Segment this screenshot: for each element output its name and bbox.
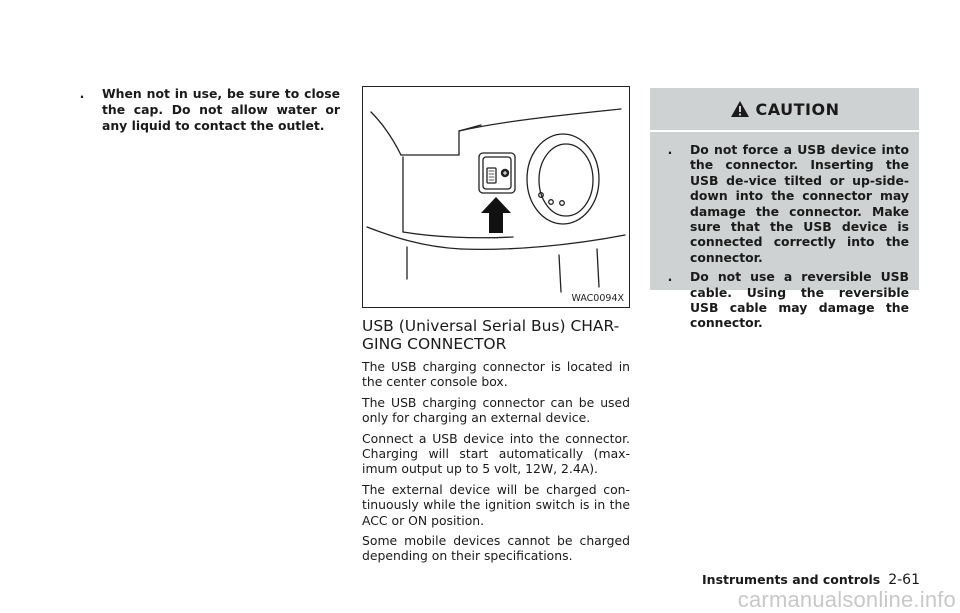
paragraph: Some mobile devices cannot be charged depending on their specifications. — [362, 533, 630, 564]
left-bullet-list — [72, 86, 340, 134]
warning-triangle-icon — [730, 100, 750, 118]
watermark: carmanualsonline.info — [737, 587, 956, 612]
list-item — [660, 142, 909, 265]
bullet-dot: . — [667, 269, 673, 285]
paragraph: Connect a USB device into the connector. Charging will start automatically (max-imum output up to 5 volt, 12W, 2.4A). — [362, 430, 630, 477]
bullet-text: When not in use, be sure to close the cap. Do not allow water or any liquid to contact the outlet. — [102, 86, 340, 133]
list-item — [660, 269, 909, 331]
list-item — [72, 86, 340, 134]
console-drawing — [363, 87, 629, 307]
caution-box — [650, 88, 919, 331]
paragraph: The USB charging connector can be used only for charging an external device. — [362, 394, 630, 426]
bullet-dot: . — [667, 142, 673, 157]
middle-column — [362, 86, 630, 569]
section-heading: USB (Universal Serial Bus) CHAR-GING CONNECTOR — [362, 317, 620, 353]
page-number: 2-61 — [888, 572, 920, 588]
figure-code: WAC0094X — [571, 293, 624, 304]
bullet-text: Do not use a reversible USB cable. Using the reversible USB cable may damage the connector. — [690, 269, 909, 331]
caution-header — [650, 88, 919, 132]
footer-section: Instruments and controls — [702, 572, 881, 587]
page-footer — [702, 572, 920, 588]
paragraph: The external device will be charged con-tinuously while the ignition switch is in the ACC or ON position. — [362, 481, 630, 528]
bullet-dot: . — [79, 86, 85, 101]
caution-title: CAUTION — [755, 99, 840, 119]
caution-body — [650, 132, 919, 331]
bullet-text: Do not force a USB device into the connector. Inserting the USB de-vice tilted or up-side-down into the connector may damage the connector. Make sure that the USB device is connected correctly into the connector. — [690, 142, 909, 265]
left-column — [72, 86, 340, 140]
caution-bullet-list — [660, 142, 909, 331]
right-column — [650, 88, 919, 331]
usb-connector-illustration — [362, 86, 630, 308]
paragraph: The USB charging connector is located in the center console box. — [362, 359, 630, 390]
